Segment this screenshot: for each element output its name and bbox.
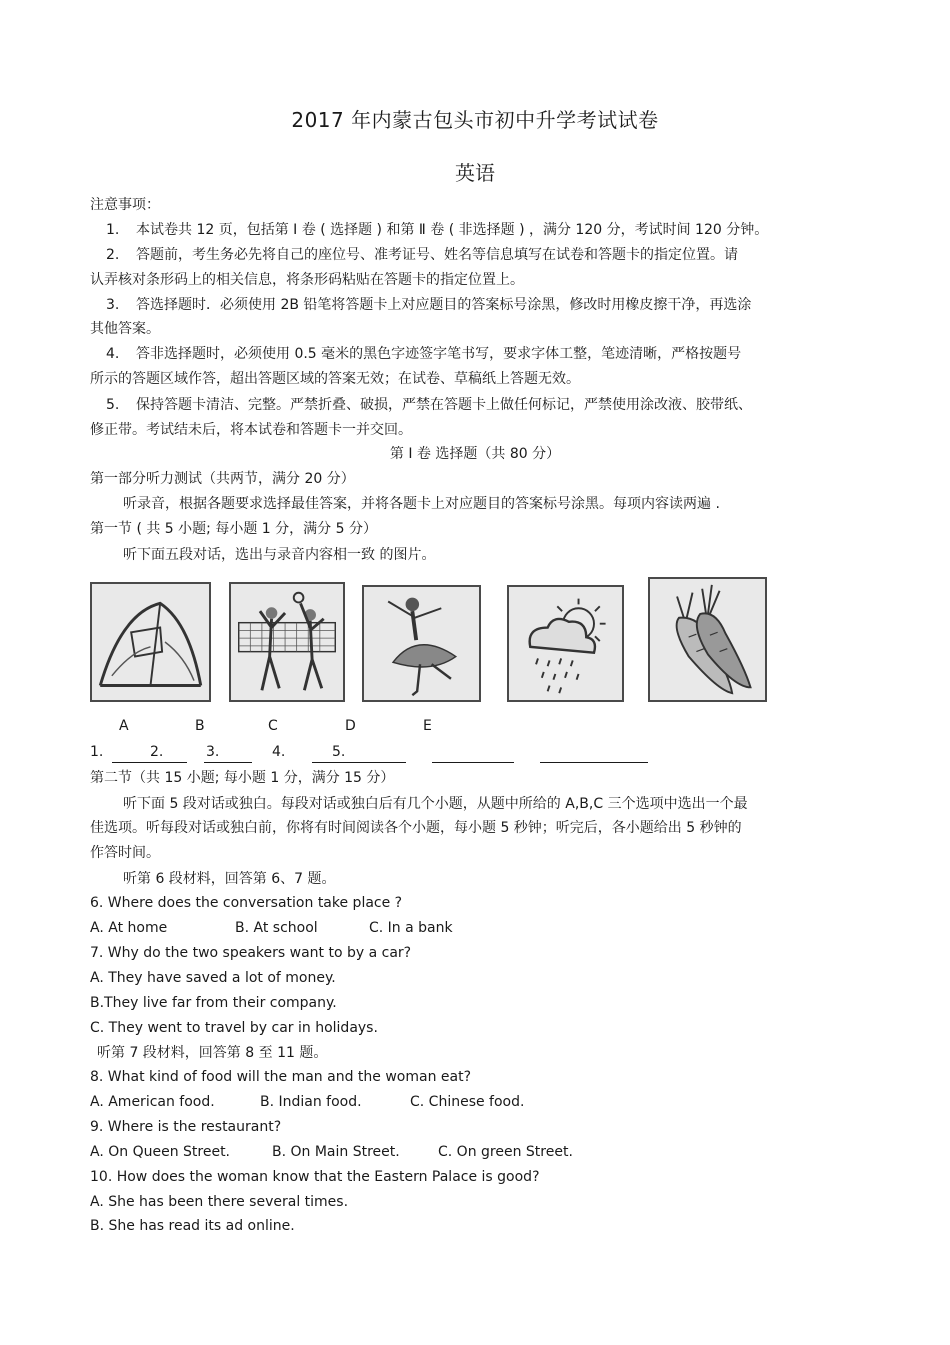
question-6-option-a[interactable]: A. At home bbox=[90, 920, 168, 936]
tent-icon bbox=[92, 584, 209, 700]
material-7-heading: 听第 7 段材料，回答第 8 至 11 题。 bbox=[97, 1045, 328, 1061]
notice-item-2-text: 答题前，考生务必先将自己的座位号、准考证号、姓名等信息填写在试卷和答题卡的指定位置。请 bbox=[136, 247, 738, 263]
exam-subject: 英语 bbox=[455, 161, 495, 185]
tent-picture bbox=[90, 582, 211, 702]
question-9-option-c[interactable]: C. On green Street. bbox=[438, 1144, 573, 1160]
volleyball-picture bbox=[229, 582, 345, 702]
question-7-option-c[interactable]: C. They went to travel by car in holidays. bbox=[90, 1020, 378, 1036]
question-9: 9. Where is the restaurant? bbox=[90, 1119, 282, 1135]
answer-blank-1-label: 1. bbox=[90, 744, 104, 760]
answer-blank-2[interactable] bbox=[204, 744, 252, 763]
notice-item-4-text: 答非选择题时，必须使用 0.5 毫米的黑色字迹签字笔书写，要求字体工整，笔迹清晰，严格按题号 bbox=[136, 346, 742, 362]
picture-letter-a: A bbox=[119, 718, 129, 734]
answer-blank-2-label: 2. bbox=[150, 744, 164, 760]
dancer-picture bbox=[362, 585, 481, 702]
answer-blank-5[interactable] bbox=[432, 744, 514, 763]
picture-row bbox=[90, 577, 790, 707]
notice-item-5-num: 5. bbox=[106, 397, 120, 413]
question-9-option-a[interactable]: A. On Queen Street. bbox=[90, 1144, 231, 1160]
material-6-heading: 听第 6 段材料，回答第 6、7 题。 bbox=[123, 871, 336, 887]
notice-item-2 bbox=[106, 245, 738, 265]
volleyball-icon bbox=[231, 584, 343, 700]
question-8: 8. What kind of food will the man and the woman eat? bbox=[90, 1069, 472, 1085]
notice-item-4 bbox=[106, 344, 741, 364]
question-8-option-b[interactable]: B. Indian food. bbox=[260, 1094, 362, 1110]
answer-blank-3-label: 3. bbox=[206, 744, 220, 760]
volume1-heading: 第 Ⅰ 卷 选择题（共 80 分） bbox=[389, 446, 561, 462]
answer-blank-4-label: 4. bbox=[272, 744, 286, 760]
notice-item-4-num: 4. bbox=[106, 346, 120, 362]
question-9-option-b[interactable]: B. On Main Street. bbox=[272, 1144, 400, 1160]
notice-item-5-cont: 修正带。考试结未后，将本试卷和答题卡一并交回。 bbox=[90, 422, 412, 438]
dancer-icon bbox=[364, 587, 479, 700]
rain-sun-picture bbox=[507, 585, 624, 702]
question-10: 10. How does the woman know that the Eastern Palace is good? bbox=[90, 1169, 540, 1185]
part1-instruction: 听录音，根据各题要求选择最佳答案，并将各题卡上对应题目的答案标号涂黑。每项内容读两遍 . bbox=[123, 496, 720, 512]
part1-heading: 第一部分听力测试（共两节，满分 20 分） bbox=[90, 471, 355, 487]
notice-item-2-cont: 认弄核对条形码上的相关信息，将条形码粘贴在答题卡的指定位置上。 bbox=[90, 272, 524, 288]
notice-item-4-cont: 所示的答题区域作答，超出答题区域的答案无效；在试卷、草稿纸上答题无效。 bbox=[90, 371, 580, 387]
notice-heading: 注意事项： bbox=[90, 197, 160, 213]
section1-heading: 第一节 ( 共 5 小题; 每小题 1 分，满分 5 分） bbox=[90, 521, 377, 537]
carrot-icon bbox=[650, 579, 765, 700]
notice-item-3-cont: 其他答案。 bbox=[90, 321, 160, 337]
rain-sun-icon bbox=[509, 587, 622, 700]
question-7: 7. Why do the two speakers want to by a car? bbox=[90, 945, 412, 961]
picture-letter-b: B bbox=[195, 718, 205, 734]
section2-instruction-2: 佳选项。听每段对话或独白前，你将有时间阅读各个小题，每小题 5 秒钟；听完后，各小题给出 5 秒钟的 bbox=[90, 820, 742, 836]
question-8-option-a[interactable]: A. American food. bbox=[90, 1094, 215, 1110]
question-10-option-b[interactable]: B. She has read its ad online. bbox=[90, 1218, 295, 1234]
question-6: 6. Where does the conversation take place ? bbox=[90, 895, 403, 911]
notice-item-1 bbox=[106, 220, 768, 240]
answer-blank-5-label: 5. bbox=[332, 744, 346, 760]
notice-item-1-text: 本试卷共 12 页，包括第 Ⅰ 卷 ( 选择题 ) 和第 Ⅱ 卷 ( 非选择题 ) ，满分 120 分，考试时间 120 分钟。 bbox=[136, 222, 769, 238]
answer-blank-extra[interactable] bbox=[540, 744, 648, 763]
question-8-option-c[interactable]: C. Chinese food. bbox=[410, 1094, 525, 1110]
exam-title: 2017 年内蒙古包头市初中升学考试试卷 bbox=[291, 108, 659, 132]
notice-item-5-text: 保持答题卡清洁、完整。严禁折叠、破损，严禁在答题卡上做任何标记，严禁使用涂改液、胶带纸、 bbox=[136, 397, 752, 413]
notice-item-5 bbox=[106, 395, 752, 415]
section2-instruction-3: 作答时间。 bbox=[90, 845, 160, 861]
question-10-option-a[interactable]: A. She has been there several times. bbox=[90, 1194, 349, 1210]
notice-item-3-text: 答选择题时．必须使用 2B 铅笔将答题卡上对应题目的答案标号涂黑，修改时用橡皮擦干净，再选涂 bbox=[136, 297, 752, 313]
notice-item-3-num: 3. bbox=[106, 297, 120, 313]
picture-letter-e: E bbox=[423, 718, 432, 734]
section2-instruction-1: 听下面 5 段对话或独白。每段对话或独白后有几个小题，从题中所给的 A,B,C 三个选项中选出一个最 bbox=[123, 796, 748, 812]
answer-blank-4[interactable] bbox=[312, 744, 406, 763]
question-7-option-a[interactable]: A. They have saved a lot of money. bbox=[90, 970, 336, 986]
notice-item-2-num: 2. bbox=[106, 247, 120, 263]
carrots-picture bbox=[648, 577, 767, 702]
question-6-option-b[interactable]: B. At school bbox=[235, 920, 318, 936]
section2-heading: 第二节（共 15 小题; 每小题 1 分，满分 15 分） bbox=[90, 770, 395, 786]
question-6-option-c[interactable]: C. In a bank bbox=[369, 920, 453, 936]
question-7-option-b[interactable]: B.They live far from their company. bbox=[90, 995, 337, 1011]
picture-letter-c: C bbox=[268, 718, 278, 734]
answer-blank-1[interactable] bbox=[112, 744, 187, 763]
section1-instruction: 听下面五段对话，选出与录音内容相一致 的图片。 bbox=[123, 547, 436, 563]
notice-item-3 bbox=[106, 295, 751, 315]
picture-letter-d: D bbox=[345, 718, 356, 734]
notice-item-1-num: 1. bbox=[106, 222, 120, 238]
